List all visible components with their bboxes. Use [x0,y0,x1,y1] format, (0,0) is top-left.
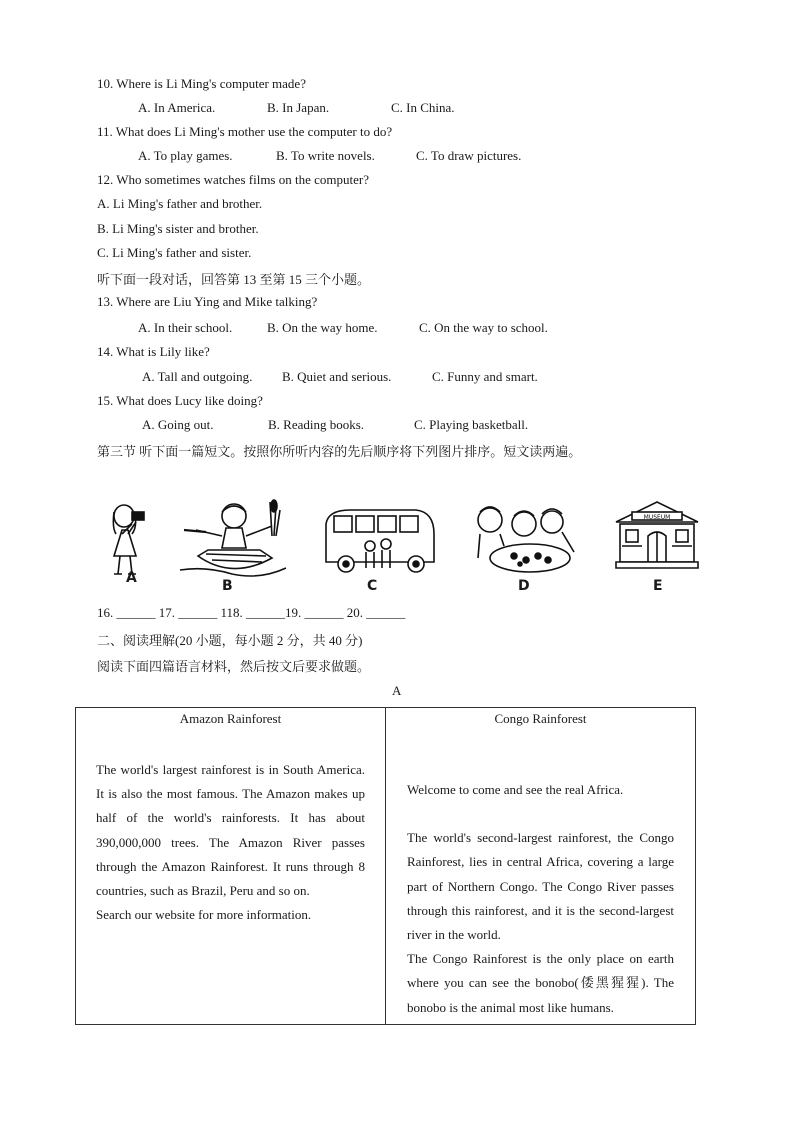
question-13-option-b[interactable]: B. On the way home. [267,320,378,335]
question-13-option-c[interactable]: C. On the way to school. [419,320,548,335]
question-14-option-a[interactable]: A. Tall and outgoing. [142,369,253,384]
girl-camera-icon [102,498,152,580]
answer-blanks[interactable]: 16. ______ 17. ______ 118. ______19. ______ 20. ______ [97,605,406,620]
picture-label-a: A [126,570,137,586]
question-10-option-b[interactable]: B. In Japan. [267,100,330,115]
question-11-option-c[interactable]: C. To draw pictures. [416,148,522,163]
question-14-option-b[interactable]: B. Quiet and serious. [282,369,392,384]
question-11-stem: 11. What does Li Ming's mother use the computer to do? [97,124,393,139]
question-13-stem: 13. Where are Liu Ying and Mike talking? [97,294,318,309]
question-11-option-b[interactable]: B. To write novels. [276,148,375,163]
question-11-option-a[interactable]: A. To play games. [138,148,233,163]
question-14-option-c[interactable]: C. Funny and smart. [432,369,538,384]
question-12-option-a[interactable]: A. Li Ming's father and brother. [97,196,263,211]
question-12-stem: 12. Who sometimes watches films on the computer? [97,172,369,187]
question-15-option-a[interactable]: A. Going out. [142,417,214,432]
congo-welcome: Welcome to come and see the real Africa. [407,782,624,797]
question-12-option-c[interactable]: C. Li Ming's father and sister. [97,245,252,260]
part2-instruction: 阅读下面四篇语言材料，然后按文后要求做题。 [97,659,371,674]
amazon-cell [76,708,386,1025]
passage-label: A [392,683,402,698]
question-15-option-c[interactable]: C. Playing basketball. [414,417,529,432]
question-15-option-b[interactable]: B. Reading books. [268,417,365,432]
question-10-option-c[interactable]: C. In China. [391,100,455,115]
question-10-stem: 10. Where is Li Ming's computer made? [97,76,306,91]
section3-instruction: 第三节 听下面一篇短文。按照你所听内容的先后顺序将下列图片排序。短文读两遍。 [97,444,582,459]
picture-label-c: C [367,578,378,594]
part2-heading: 二、阅读理解(20 小题，每小题 2 分，共 40 分) [97,633,363,648]
bus-icon [320,506,438,574]
question-13-option-a[interactable]: A. In their school. [138,320,233,335]
museum-icon [612,498,702,572]
congo-para-1: The world's second-largest rainforest, the Congo Rainforest, lies in central Africa, covering a large part of Northern Congo. The Congo River passes through this rainforest, and it is the second-largest river in the world. [407,830,674,943]
question-15-stem: 15. What does Lucy like doing? [97,393,263,408]
passage-a-table [75,707,696,1025]
picture-label-d: D [518,578,530,594]
museum-sign: MUSEUM [643,514,671,521]
picture-label-e: E [653,578,663,594]
amazon-title: Amazon Rainforest [179,711,282,726]
question-14-stem: 14. What is Lily like? [97,344,210,359]
amazon-body: The world's largest rainforest is in South America. It is also the most famous. The Amazon makes up half of the world's rainforests. It has about 390,000,000 trees. The Amazon River passes through the Amazon Rainforest. It runs through 8 countries, such as Brazil, Peru and so on. [96,762,365,899]
instruction-13-15: 听下面一段对话，回答第 13 至第 15 三个小题。 [97,272,371,287]
question-12-option-b[interactable]: B. Li Ming's sister and brother. [97,221,259,236]
congo-cell [386,708,696,1025]
congo-para-2: The Congo Rainforest is the only place on earth where you can see the bonobo(倭黑猩猩). The bonobo is the animal most like humans. [407,951,674,1015]
congo-title: Congo Rainforest [494,711,587,726]
question-10-option-a[interactable]: A. In America. [138,100,216,115]
boy-boat-icon [176,496,288,580]
picture-row [96,492,716,602]
kids-cooking-icon [470,502,582,580]
picture-label-b: B [222,578,233,594]
amazon-footer: Search our website for more information. [96,907,312,923]
